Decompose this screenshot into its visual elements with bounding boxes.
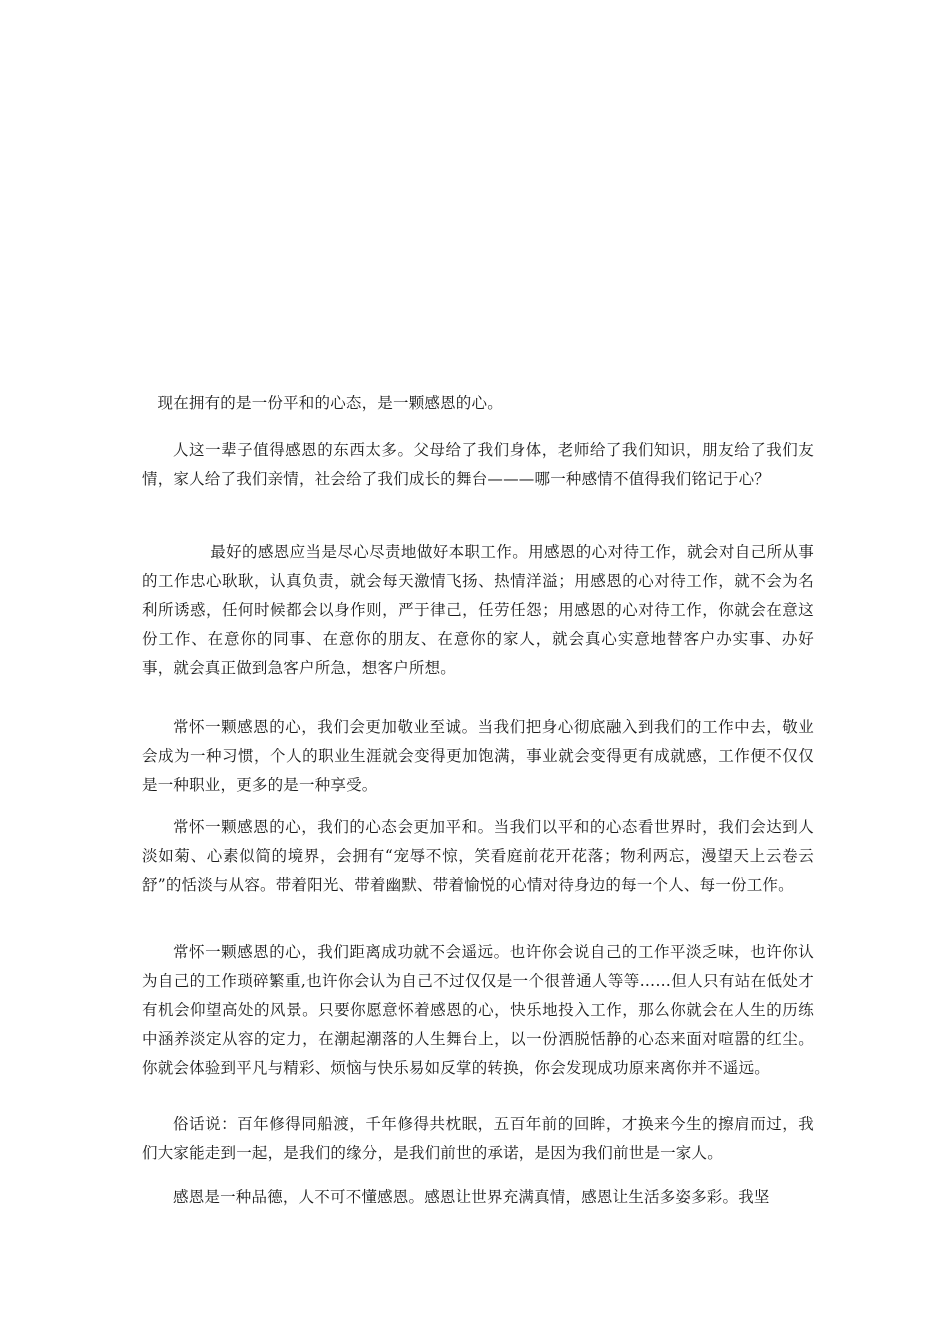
- paragraph-7: 俗话说：百年修得同船渡，千年修得共枕眠，五百年前的回眸，才换来今生的擦肩而过，我们大家能走到一起，是我们的缘分，是我们前世的承诺，是因为我们前世是一家人。: [142, 1115, 814, 1162]
- paragraph-5: 常怀一颗感恩的心，我们的心态会更加平和。当我们以平和的心态看世界时，我们会达到人淡如菊、心素似简的境界，会拥有“宠辱不惊，笑看庭前花开花落；物利两忘，漫望天上云卷云舒”的恬淡与从容。带着阳光、带着幽默、带着愉悦的心情对待身边的每一个人、每一份工作。: [142, 818, 814, 894]
- paragraph-6: 常怀一颗感恩的心，我们距离成功就不会遥远。也许你会说自己的工作平淡乏味，也许你认为自己的工作琐碎繁重,也许你会认为自己不过仅仅是一个很普通人等等……但人只有站在低处才有机会仰望高处的风景。只要你愿意怀着感恩的心，快乐地投入工作，那么你就会在人生的历练中涵养淡定从容的定力，在潮起潮落的人生舞台上，以一份洒脱恬静的心态来面对喧嚣的红尘。你就会体验到平凡与精彩、烦恼与快乐易如反掌的转换，你会发现成功原来离你并不遥远。: [142, 943, 814, 1077]
- paragraph-2: 人这一辈子值得感恩的东西太多。父母给了我们身体，老师给了我们知识，朋友给了我们友情，家人给了我们亲情，社会给了我们成长的舞台———哪一种感情不值得我们铭记于心？: [142, 441, 814, 488]
- paragraph-8: 感恩是一种品德，人不可不懂感恩。感恩让世界充满真情，感恩让生活多姿多彩。我坚: [173, 1188, 770, 1206]
- paragraph-1: 现在拥有的是一份平和的心态，是一颗感恩的心。: [157, 394, 503, 412]
- paragraph-4: 常怀一颗感恩的心，我们会更加敬业至诚。当我们把身心彻底融入到我们的工作中去，敬业会成为一种习惯，个人的职业生涯就会变得更加饱满，事业就会变得更有成就感，工作便不仅仅是一种职业，更多的是一种享受。: [142, 718, 814, 794]
- paragraph-3: 最好的感恩应当是尽心尽责地做好本职工作。用感恩的心对待工作，就会对自己所从事的工作忠心耿耿，认真负责，就会每天激情飞扬、热情洋溢；用感恩的心对待工作，就不会为名利所诱惑，任何时候都会以身作则，严于律己，任劳任怨；用感恩的心对待工作，你就会在意这份工作、在意你的同事、在意你的朋友、在意你的家人，就会真心实意地替客户办实事、办好事，就会真正做到急客户所急，想客户所想。: [142, 543, 814, 677]
